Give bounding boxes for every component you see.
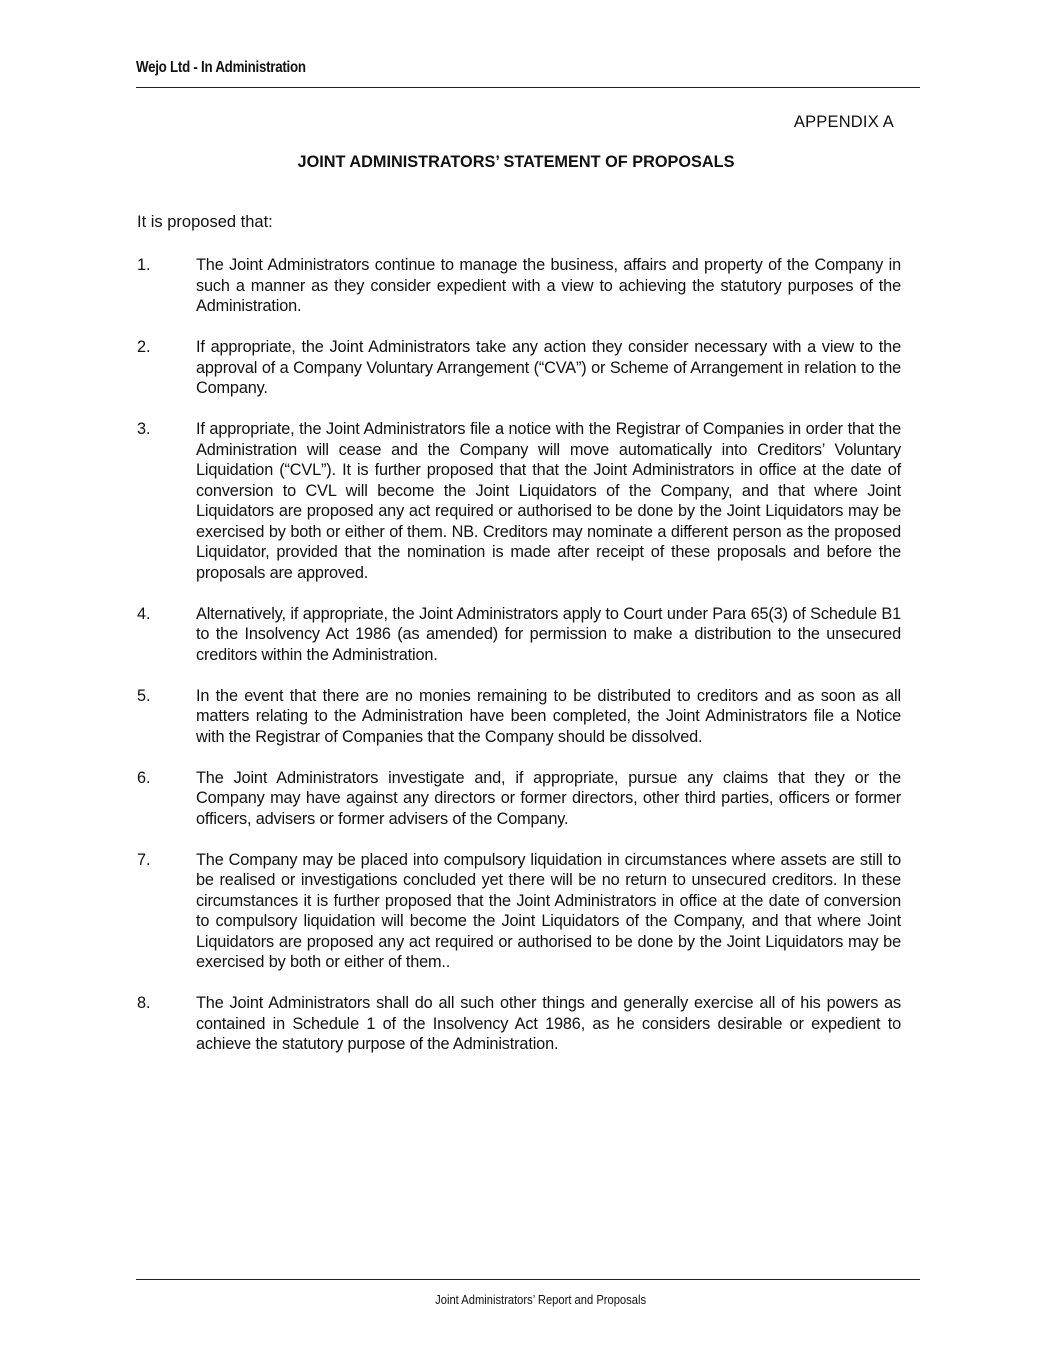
proposal-item <box>137 255 901 317</box>
proposal-item <box>137 337 901 399</box>
proposal-number: 7. <box>137 850 151 869</box>
proposal-number: 4. <box>137 604 151 623</box>
footer-label: Joint Administrators’ Report and Proposals <box>435 1292 647 1307</box>
proposal-number: 5. <box>137 686 151 705</box>
proposal-item <box>137 604 901 666</box>
proposal-item <box>137 993 901 1055</box>
proposal-item <box>137 768 901 830</box>
proposal-text: The Company may be placed into compulsory liquidation in circumstances where assets are still to be realised or investigations concluded yet there will be no return to unsecured creditors. In these circumstances it is further proposed that the Joint Administrators in office at the date of conversion to compulsory liquidation will become the Joint Liquidators of the Company, and that where Joint Liquidators are proposed any act required or authorised to be done by the Joint Liquidators may be exercised by both or either of them.. <box>196 850 901 971</box>
proposal-text: The Joint Administrators investigate and, if appropriate, pursue any claims that they or the Company may have against any directors or former directors, other third parties, officers or former officers, advisers or former advisers of the Company. <box>196 768 901 828</box>
proposal-text: If appropriate, the Joint Administrators take any action they consider necessary with a view to the approval of a Company Voluntary Arrangement (“CVA”) or Scheme of Arrangement in relation to the Company. <box>196 338 901 397</box>
footer-text <box>136 1292 946 1307</box>
intro-text: It is proposed that: <box>137 213 273 231</box>
appendix-label: APPENDIX A <box>793 113 894 131</box>
proposal-number: 8. <box>137 994 151 1012</box>
proposal-item <box>137 419 901 583</box>
proposals-list <box>137 255 901 1075</box>
header-title: Wejo Ltd - In Administration <box>136 59 306 76</box>
proposal-number: 2. <box>137 338 151 356</box>
proposal-item <box>137 850 901 973</box>
footer-divider <box>136 1279 920 1280</box>
header-divider <box>136 87 920 88</box>
proposal-item <box>137 686 901 748</box>
proposal-text: The Joint Administrators shall do all such other things and generally exercise all of his powers as contained in Schedule 1 of the Insolvency Act 1986, as he considers desirable or expedient to achieve the statutory purpose of the Administration. <box>196 994 901 1053</box>
proposal-text: Alternatively, if appropriate, the Joint Administrators apply to Court under Para 65(3) of Schedule B1 to the Insolvency Act 1986 (as amended) for permission to make a distribution to the unsecured creditors within the Administration. <box>196 604 901 664</box>
proposal-text: The Joint Administrators continue to manage the business, affairs and property of the Company in such a manner as they consider expedient with a view to achieving the statutory purposes of the Administration. <box>196 256 901 315</box>
proposal-text: In the event that there are no monies remaining to be distributed to creditors and as soon as all matters relating to the Administration have been completed, the Joint Administrators file a Notice with the Registrar of Companies that the Company should be dissolved. <box>196 686 901 746</box>
proposal-number: 3. <box>137 420 151 438</box>
proposal-number: 6. <box>137 768 151 787</box>
proposal-number: 1. <box>137 256 151 274</box>
proposal-text: If appropriate, the Joint Administrators file a notice with the Registrar of Companies in order that the Administration will cease and the Company will move automatically into Creditors’ Voluntary Liquidation (“CVL”). It is further proposed that that the Joint Administrators in office at the date of conversion to CVL will become the Joint Liquidators of the Company, and that where Joint Liquidators are proposed any act required or authorised to be done by the Joint Liquidators may be exercised by both or either of them. NB. Creditors may nominate a different person as the proposed Liquidator, provided that the nomination is made after receipt of these proposals and before the proposals are approved. <box>196 420 901 582</box>
document-title: JOINT ADMINISTRATORS’ STATEMENT OF PROPOSALS <box>297 153 735 171</box>
